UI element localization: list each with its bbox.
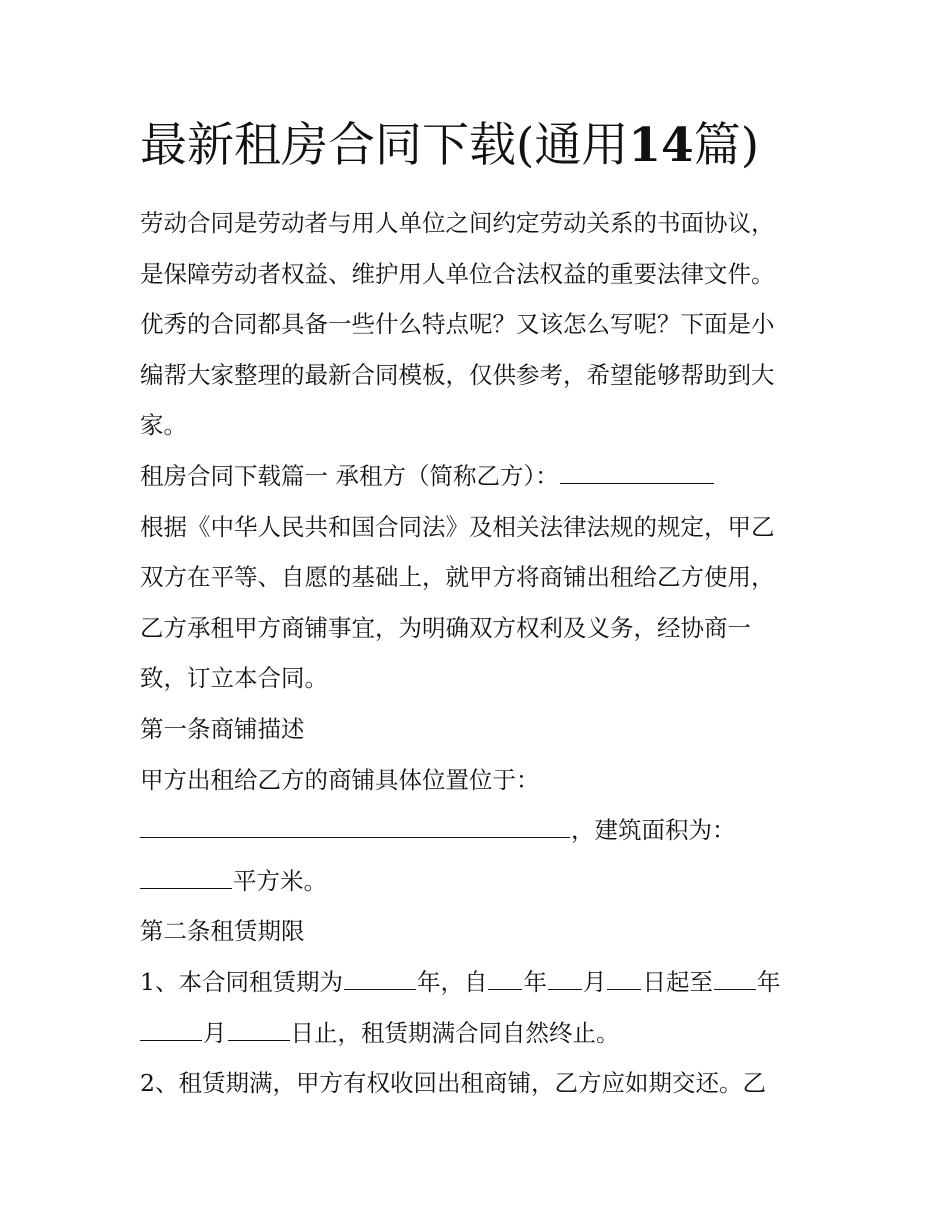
- lease-years-blank: [344, 967, 416, 990]
- contract-line-3: 乙方承租甲方商铺事宜，为明确双方权利及义务，经协商一: [140, 613, 751, 642]
- building-area-label: ，建筑面积为：: [571, 816, 736, 845]
- end-day-unit: 日止，租赁期满合同自然终止。: [290, 1018, 620, 1047]
- article-2-heading: 第二条租赁期限: [140, 917, 305, 946]
- document-title: [140, 116, 840, 176]
- lease-years-unit: 年，自: [416, 967, 488, 996]
- start-year-unit: 年: [523, 967, 547, 996]
- article-1-heading: 第一条商铺描述: [140, 714, 305, 743]
- intro-line-4: 编帮大家整理的最新合同模板，仅供参考，希望能够帮助到大: [140, 360, 775, 389]
- end-day-blank: [228, 1018, 290, 1041]
- shop-address-line: [140, 805, 820, 856]
- title-prefix: 最新租房合同下载(通用: [140, 118, 629, 173]
- intro-line-3: 优秀的合同都具备一些什么特点呢？又该怎么写呢？下面是小: [140, 310, 775, 339]
- lease-term-line-2: [140, 1008, 820, 1059]
- section-1-heading-line: [140, 451, 820, 502]
- lease-term-line-1: [140, 957, 820, 1008]
- intro-line-2: 是保障劳动者权益、维护用人单位合法权益的重要法律文件。: [140, 259, 775, 288]
- start-day-unit: 日起至: [642, 967, 713, 996]
- end-year-unit: 年: [756, 967, 781, 996]
- lease-expiry-line: 2、租赁期满，甲方有权收回出租商铺，乙方应如期交还。乙: [140, 1069, 766, 1098]
- area-unit: 平方米。: [233, 866, 327, 895]
- lease-term-label: 1、本合同租赁期为: [140, 967, 343, 996]
- intro-line-5: 家。: [140, 411, 187, 440]
- start-year-blank: [488, 967, 522, 990]
- contract-line-4: 致，订立本合同。: [140, 664, 328, 693]
- area-blank: [140, 866, 232, 889]
- end-month-unit: 月: [203, 1018, 227, 1047]
- tenant-name-blank: [560, 461, 714, 484]
- contract-line-2: 双方在平等、自愿的基础上，就甲方将商铺出租给乙方使用，: [140, 563, 775, 592]
- end-month-blank: [140, 1018, 202, 1041]
- shop-location-line: 甲方出租给乙方的商铺具体位置位于：: [140, 765, 540, 794]
- title-number: 14: [628, 118, 694, 173]
- start-month-unit: 月: [582, 967, 607, 996]
- area-line: [140, 856, 820, 907]
- title-suffix: 篇): [693, 118, 760, 173]
- start-day-blank: [607, 967, 641, 990]
- intro-line-1: 劳动合同是劳动者与用人单位之间约定劳动关系的书面协议，: [140, 209, 775, 237]
- start-month-blank: [548, 967, 582, 990]
- section-1-heading: 租房合同下载篇一 承租方（简称乙方）：: [140, 461, 559, 490]
- contract-line-1: 根据《中华人民共和国合同法》及相关法律法规的规定，甲乙: [140, 512, 775, 541]
- shop-address-blank: [140, 815, 570, 838]
- document-body: [140, 198, 820, 1109]
- end-year-blank: [714, 967, 756, 990]
